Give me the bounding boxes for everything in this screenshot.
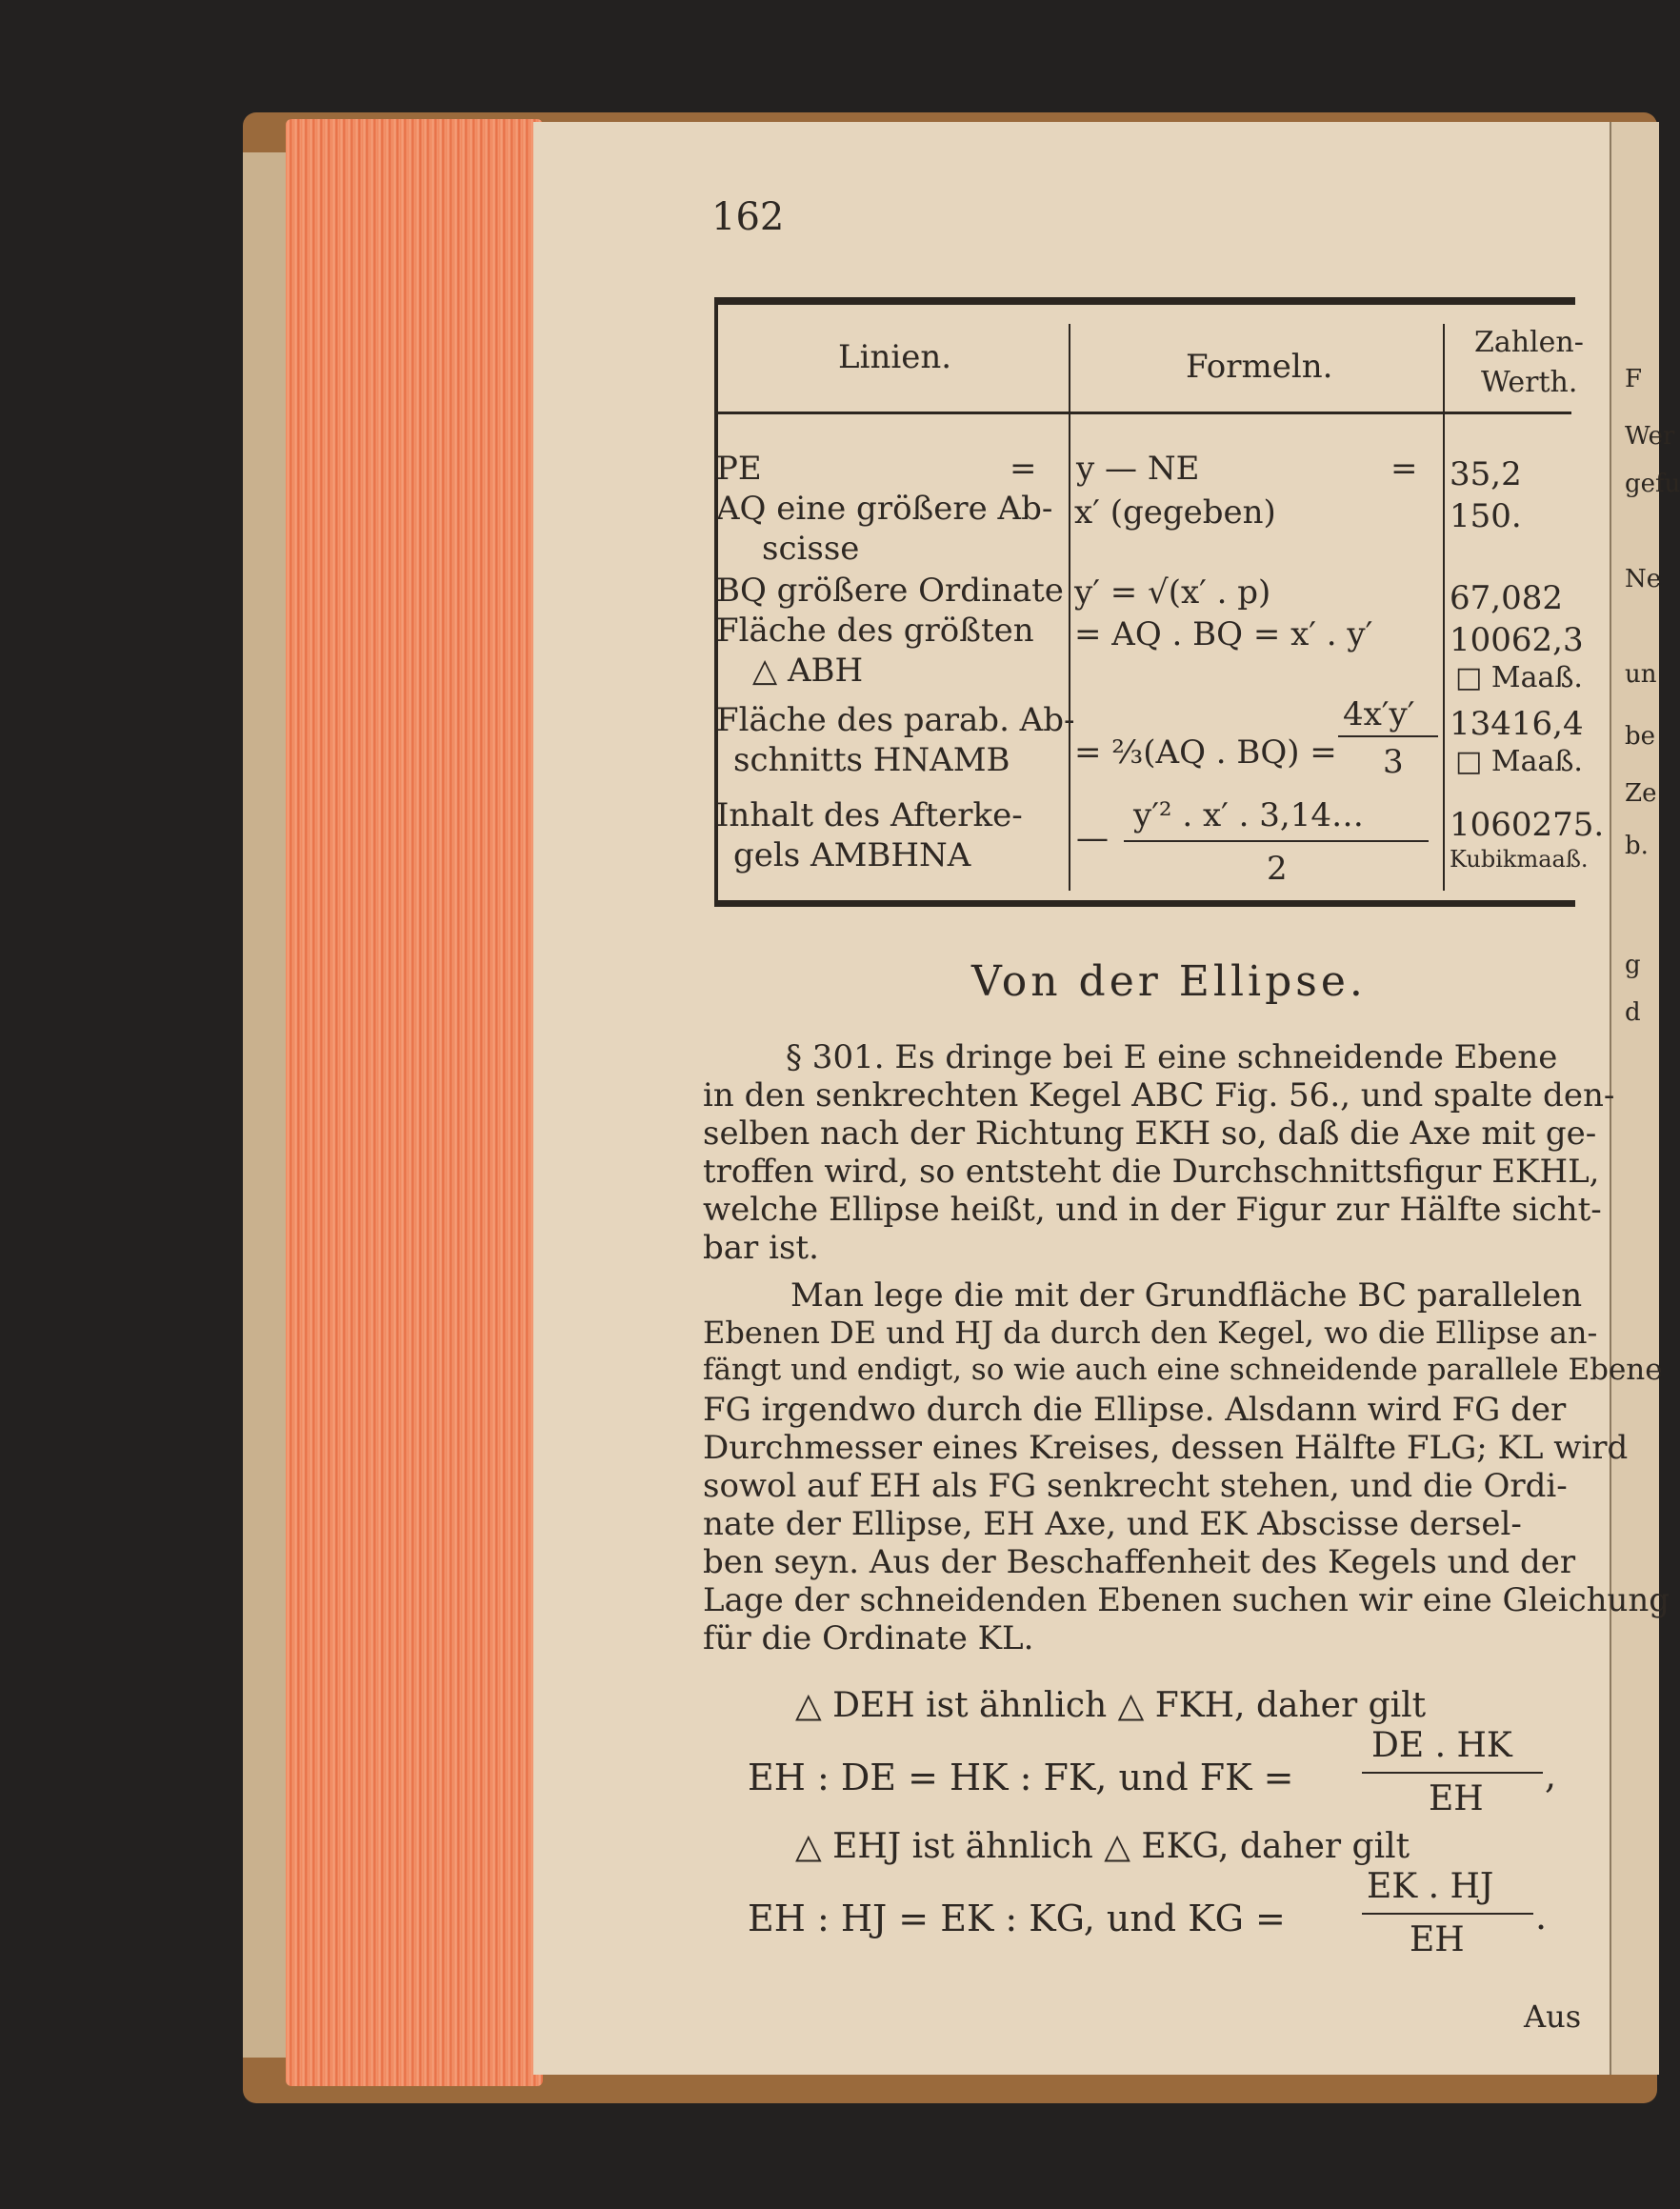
paragraph-line: ben seyn. Aus der Beschaffenheit des Kegels und der — [703, 1543, 1576, 1581]
table-cell-wert: 67,082 — [1450, 579, 1563, 617]
fraction-numerator: EK . HJ — [1367, 1867, 1494, 1906]
equation-intro: △ EHJ ist ähnlich △ EKG, daher gilt — [795, 1827, 1410, 1866]
fraction-bar — [1362, 1913, 1533, 1915]
page-edges — [286, 119, 543, 2086]
next-page-fragment: b. — [1625, 832, 1649, 860]
next-page-fragment: Ne — [1625, 565, 1662, 593]
column-header-zahlen: Zahlen- — [1474, 326, 1584, 359]
table-cell-unit: □ Maaß. — [1455, 661, 1583, 694]
fraction-denominator: 2 — [1267, 850, 1288, 888]
column-header-formeln: Formeln. — [1186, 348, 1333, 386]
equation-intro: △ DEH ist ähnlich △ FKH, daher gilt — [795, 1686, 1427, 1725]
table-cell-formel: — — [1076, 819, 1109, 857]
table-cell-unit: □ Maaß. — [1455, 745, 1583, 778]
next-page-fragment: be — [1625, 722, 1656, 751]
table-cell-linie-cont: gels AMBHNA — [733, 836, 971, 874]
table-cell-wert: 35,2 — [1450, 455, 1522, 493]
table-cell-wert: 1060275. — [1450, 806, 1605, 844]
paragraph-line: § 301. Es dringe bei E eine schneidende Ebene — [786, 1038, 1558, 1076]
paragraph-line: in den senkrechten Kegel ABC Fig. 56., und spalte den- — [703, 1076, 1615, 1115]
next-page-fragment: g — [1625, 951, 1641, 979]
paragraph-line: FG irgendwo durch die Ellipse. Alsdann wird FG der — [703, 1391, 1567, 1429]
table-cell-wert: 10062,3 — [1450, 621, 1584, 659]
table-cell-linie: PE — [716, 450, 762, 488]
equation-left: EH : HJ = EK : KG, und KG = — [748, 1898, 1286, 1939]
next-page-fragment: Ze — [1625, 779, 1657, 808]
equation-end: . — [1535, 1896, 1548, 1938]
table-cell-linie-cont: scisse — [762, 530, 860, 568]
equation-left: EH : DE = HK : FK, und FK = — [748, 1757, 1294, 1798]
fraction-bar — [1124, 840, 1429, 842]
table-cell-wert: 150. — [1450, 497, 1522, 535]
next-page-fragment: F — [1625, 365, 1643, 393]
table-cell-linie-cont: schnitts HNAMB — [733, 741, 1010, 779]
table-cell-equals: = — [1010, 450, 1037, 488]
fraction-denominator: EH — [1429, 1779, 1484, 1818]
paragraph-line: für die Ordinate KL. — [703, 1619, 1034, 1657]
table-cell-linie: Fläche des größten — [716, 612, 1034, 650]
fraction-denominator: 3 — [1383, 743, 1404, 781]
table-cell-formel: x′ (gegeben) — [1074, 493, 1276, 532]
paragraph-line: Ebenen DE und HJ da durch den Kegel, wo die Ellipse an- — [703, 1315, 1598, 1351]
table-column-divider — [1069, 324, 1070, 891]
paragraph-line: selben nach der Richtung EKH so, daß die Axe mit ge- — [703, 1115, 1597, 1153]
table-cell-linie: BQ größere Ordinate — [716, 572, 1064, 610]
next-page-edge — [1610, 122, 1680, 2075]
fraction-bar — [1338, 735, 1438, 737]
paragraph-line: Man lege die mit der Grundfläche BC parallelen — [790, 1276, 1583, 1315]
fraction-numerator: y′² . x′ . 3,14… — [1133, 796, 1365, 834]
fraction-numerator: DE . HK — [1371, 1726, 1512, 1765]
next-page-fragment: d — [1625, 998, 1641, 1027]
section-heading: Von der Ellipse. — [971, 957, 1367, 1006]
fraction-numerator: 4x′y′ — [1343, 695, 1415, 733]
column-header-werth: Werth. — [1481, 366, 1578, 399]
paragraph-line: Lage der schneidenden Ebenen suchen wir eine Gleichung — [703, 1581, 1670, 1619]
table-cell-unit: Kubikmaaß. — [1450, 846, 1589, 873]
table-cell-wert: 13416,4 — [1450, 705, 1584, 743]
paragraph-line: nate der Ellipse, EH Axe, und EK Abscisse dersel- — [703, 1505, 1522, 1543]
table-cell-linie: Fläche des parab. Ab- — [716, 701, 1075, 739]
page-number: 162 — [711, 195, 785, 239]
table-cell-formel: = AQ . BQ = x′ . y′ — [1074, 615, 1373, 653]
table-cell-linie: Inhalt des Afterke- — [716, 796, 1023, 834]
paragraph-line: Durchmesser eines Kreises, dessen Hälfte FLG; KL wird — [703, 1429, 1629, 1467]
column-header-linien: Linien. — [838, 338, 952, 376]
next-page-fragment: Wer — [1625, 422, 1675, 451]
fraction-denominator: EH — [1410, 1920, 1465, 1959]
equation-end: , — [1545, 1755, 1557, 1797]
table-cell-linie-cont: △ ABH — [752, 652, 864, 690]
catchword: Aus — [1524, 1998, 1582, 2035]
paragraph-line: bar ist. — [703, 1229, 819, 1267]
table-column-divider — [1443, 324, 1445, 891]
paragraph-line: welche Ellipse heißt, und in der Figur zur Hälfte sicht- — [703, 1191, 1602, 1229]
next-page-fragment: un — [1625, 660, 1657, 689]
fraction-bar — [1362, 1772, 1543, 1774]
paragraph-line: sowol auf EH als FG senkrecht stehen, und die Ordi- — [703, 1467, 1568, 1505]
table-cell-linie: AQ eine größere Ab- — [716, 490, 1053, 528]
table-cell-formel: y — NE — [1076, 450, 1200, 488]
next-page-fragment: gefu — [1625, 470, 1680, 498]
table-cell-equals: = — [1390, 450, 1418, 488]
table-cell-formel: = ⅔(AQ . BQ) = — [1074, 733, 1337, 772]
paragraph-line: fängt und endigt, so wie auch eine schneidende parallele Ebene — [703, 1353, 1663, 1387]
table-cell-formel: y′ = √(x′ . p) — [1074, 573, 1271, 612]
paragraph-line: troffen wird, so entsteht die Durchschnittsfigur EKHL, — [703, 1153, 1600, 1191]
